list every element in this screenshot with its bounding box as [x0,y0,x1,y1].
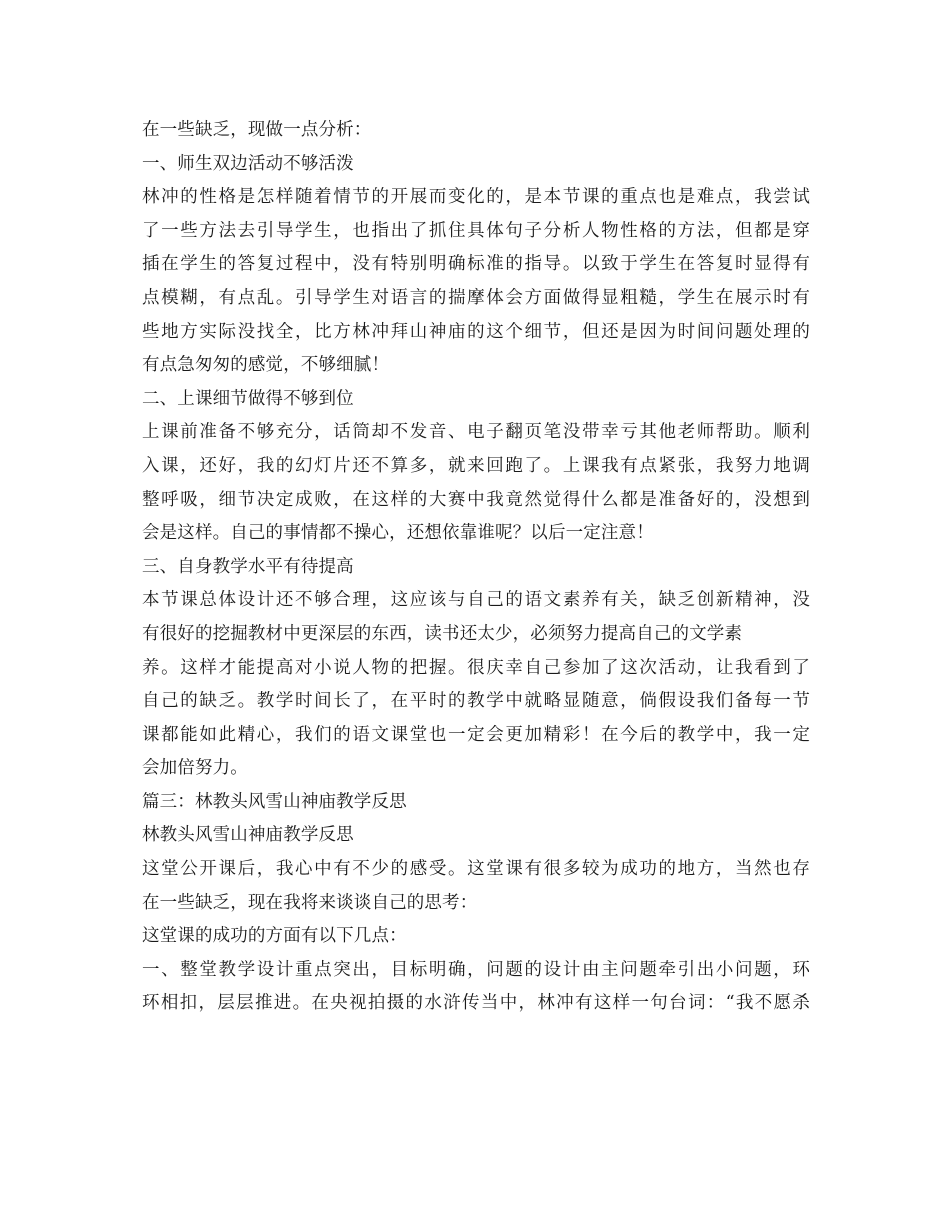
text-line: 林教头风雪山神庙教学反思 [142,825,354,846]
text-line: 入课，还好，我的幻灯片还不算多，就来回跑了。上课我有点紧张，我努力地调 [142,455,810,476]
text-line: 些地方实际没找全，比方林冲拜山神庙的这个细节，但还是因为时间问题处理的 [142,321,810,342]
text-line: 这堂课的成功的方面有以下几点： [142,926,407,947]
text-line: 在一些缺乏，现在我将来谈谈自己的思考： [142,892,478,913]
text-line: 本节课总体设计还不够合理，这应该与自己的语文素养有关，缺乏创新精神，没 [142,590,810,611]
text-line: 上课前准备不够充分，话筒却不发音、电子翻页笔没带幸亏其他老师帮助。顺利 [142,422,810,443]
text-line: 有点急匆匆的感觉，不够细腻！ [142,355,390,376]
text-line: 养。这样才能提高对小说人物的把握。很庆幸自己参加了这次活动，让我看到了 [142,657,810,678]
document-body [142,114,810,1021]
text-line: 整呼吸，细节决定成败，在这样的大赛中我竟然觉得什么都是准备好的，没想到 [142,489,810,510]
text-line: 了一些方法去引导学生，也指出了抓住具体句子分析人物性格的方法，但都是穿 [142,220,810,241]
text-line: 会加倍努力。 [142,758,248,779]
text-line: 会是这样。自己的事情都不操心，还想依靠谁呢？以后一定注意！ [142,523,654,544]
text-line: 点模糊，有点乱。引导学生对语言的揣摩体会方面做得显粗糙，学生在展示时有 [142,287,810,308]
text-line: 这堂公开课后，我心中有不少的感受。这堂课有很多较为成功的地方，当然也存 [142,859,810,880]
text-line: 林冲的性格是怎样随着情节的开展而变化的，是本节课的重点也是难点，我尝试 [142,187,810,208]
text-line: 一、整堂教学设计重点突出，目标明确，问题的设计由主问题牵引出小问题，环 [142,959,810,980]
text-line: 二、上课细节做得不够到位 [142,388,354,409]
text-line: 三、自身教学水平有待提高 [142,556,354,577]
text-line: 课都能如此精心，我们的语文课堂也一定会更加精彩！在今后的教学中，我一定 [142,724,810,745]
text-line: 在一些缺乏，现做一点分析： [142,120,372,140]
text-line: 篇三：林教头风雪山神庙教学反思 [142,791,407,812]
text-line: 自己的缺乏。教学时间长了，在平时的教学中就略显随意，倘假设我们备每一节 [142,691,810,712]
text-line: 环相扣，层层推进。在央视拍摄的水浒传当中，林冲有这样一句台词：“我不愿杀 [142,993,810,1014]
text-line: 一、师生双边活动不够活泼 [142,153,354,174]
text-line: 有很好的挖掘教材中更深层的东西，读书还太少，必须努力提高自己的文学素 [142,623,743,644]
text-line: 插在学生的答复过程中，没有特别明确标准的指导。以致于学生在答复时显得有 [142,254,810,275]
